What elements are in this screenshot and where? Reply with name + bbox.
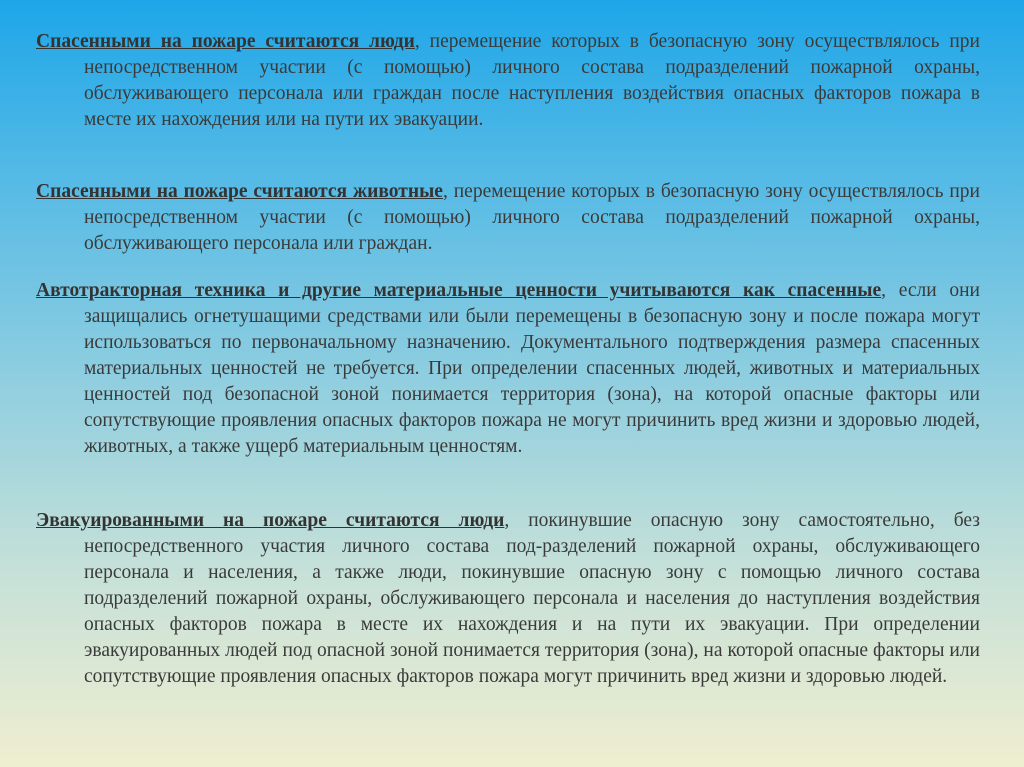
definition-term-evacuated-people: Эвакуированными на пожаре считаются люди xyxy=(36,510,505,531)
definition-term-rescued-people: Спасенными на пожаре считаются люди xyxy=(36,31,415,52)
definition-text-evacuated-people: , покинувшие опасную зону самостоятельно, без непосредственного участия личного состава под-разделений пожарной охраны, обслуживающего персонала и населения, а также люди, покинувшие опасную зону с помощью личного состава подразделений пожарной охраны, обслуживающего персонала и населения до наступления воздействия опасных факторов пожара в месте их нахождения и на пути их эвакуации. При определении эвакуированных людей под опасной зоной понимается территория (зона), на которой опасные факторы или сопутствующие проявления опасных факторов пожара могут причинить вред жизни и здоровью людей. xyxy=(84,510,980,687)
paragraph-rescued-people xyxy=(36,29,980,133)
definition-term-rescued-property: Автотракторная техника и другие материальные ценности учитываются как спасенные xyxy=(36,280,882,301)
paragraph-rescued-property xyxy=(36,278,980,460)
paragraph-rescued-animals xyxy=(36,179,980,257)
definition-text-rescued-people: , перемещение которых в безопасную зону осуществлялось при непосредственном участии (с помощью) личного состава подразделений пожарной охраны, обслуживающего персонала или граждан после наступления воздействия опасных факторов пожара в месте их нахождения или на пути их эвакуации. xyxy=(84,31,980,130)
definition-term-rescued-animals: Спасенными на пожаре считаются животные xyxy=(36,181,443,202)
definition-text-rescued-animals: , перемещение которых в безопасную зону осуществлялось при непосредственном участии (с помощью) личного состава подразделений пожарной охраны, обслуживающего персонала или граждан. xyxy=(84,181,980,254)
slide-content xyxy=(36,24,980,744)
paragraph-evacuated-people xyxy=(36,508,980,690)
definition-text-rescued-property: , если они защищались огнетушащими средствами или были перемещены в безопасную зону и после пожара могут использоваться по первоначальному назначению. Документального подтверждения размера спасенных материальных ценностей не требуется. При определении спасенных людей, животных и материальных ценностей под безопасной зоной понимается территория (зона), на которой опасные факторы или сопутствующие проявления опасных факторов пожара не могут причинить вред жизни и здоровью людей, животных, а также ущерб материальным ценностям. xyxy=(84,280,980,457)
